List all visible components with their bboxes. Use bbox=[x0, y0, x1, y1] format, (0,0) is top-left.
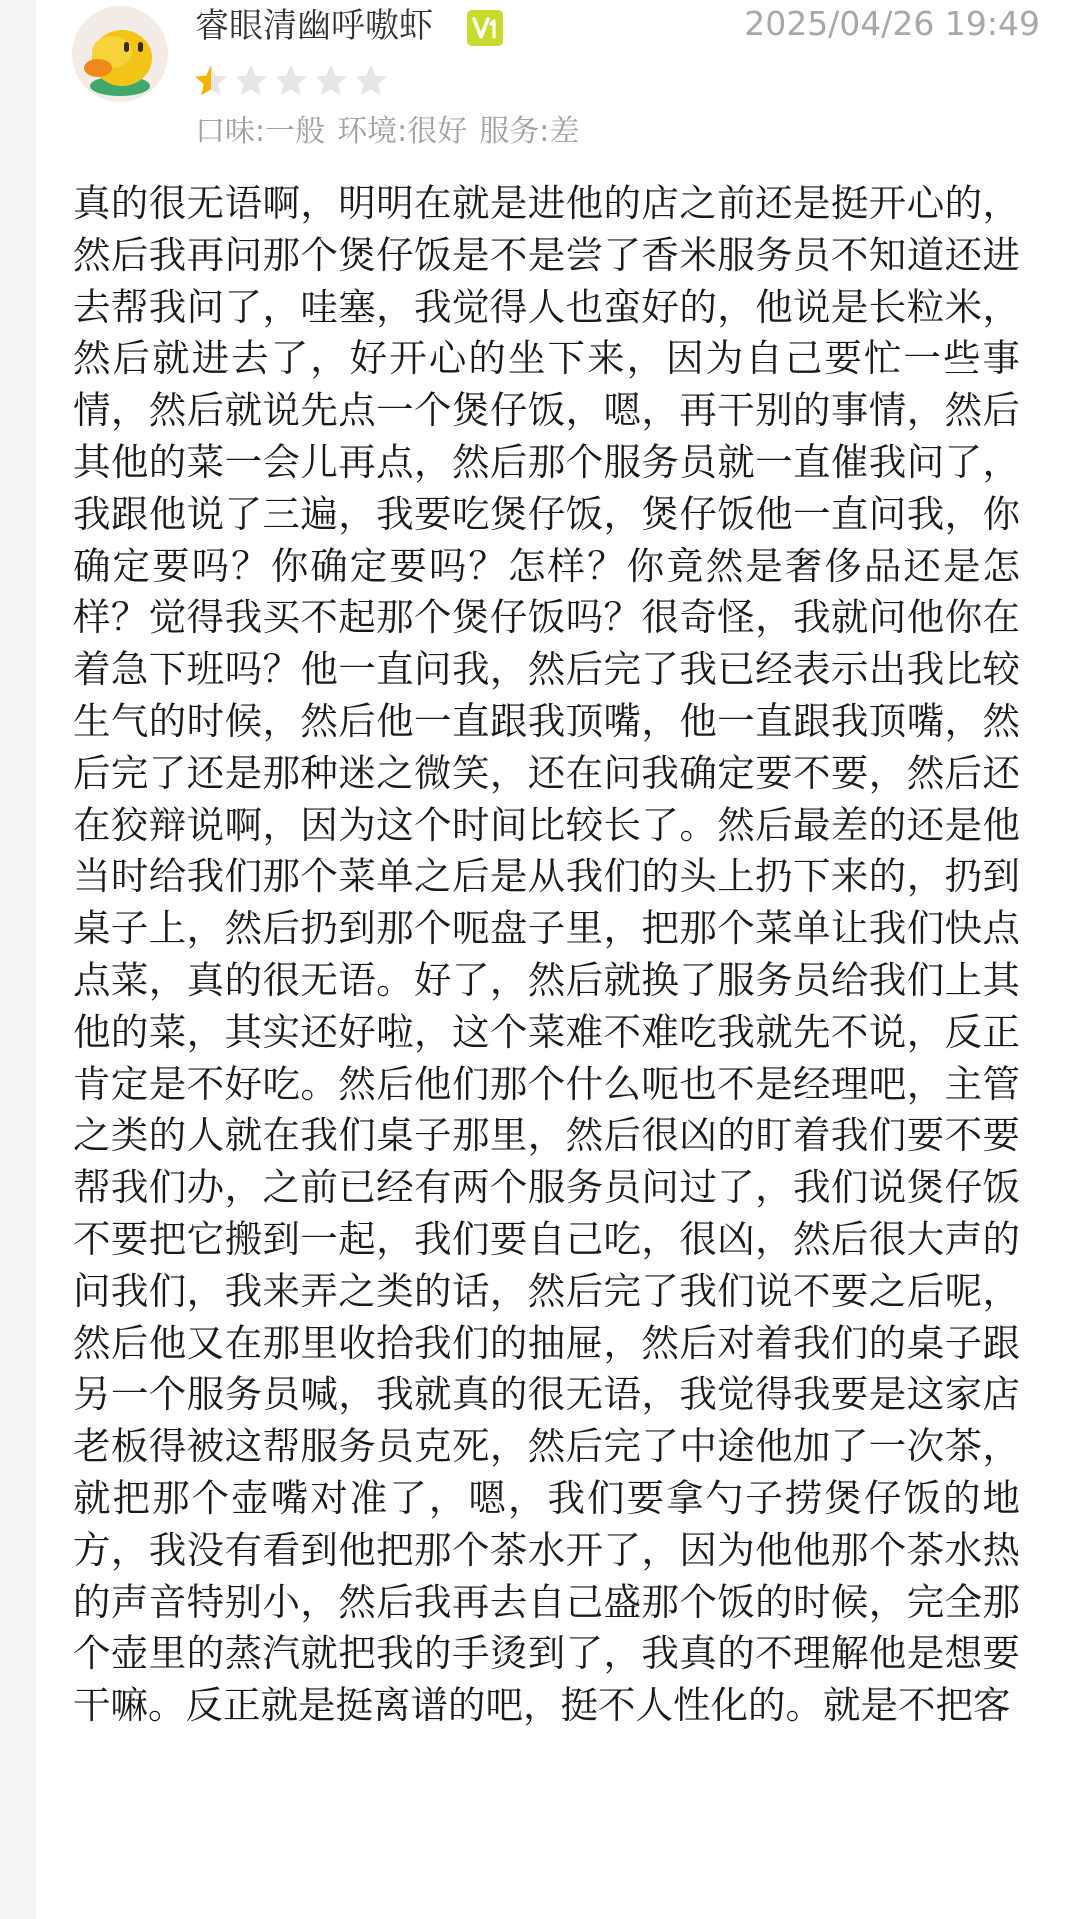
page-left-edge bbox=[0, 0, 36, 1919]
review-timestamp: 2025/04/26 19:49 bbox=[744, 4, 1040, 43]
star-rating bbox=[192, 62, 390, 100]
sub-ratings bbox=[195, 112, 591, 152]
star-icon-empty bbox=[232, 62, 270, 100]
username[interactable]: 睿眼清幽呼嗷虾 bbox=[195, 6, 433, 46]
star-icon-empty bbox=[272, 62, 310, 100]
star-icon-empty bbox=[312, 62, 350, 100]
user-avatar[interactable] bbox=[72, 6, 168, 102]
sub-rating-service: 服务:差 bbox=[479, 114, 580, 149]
sub-rating-environment: 环境:很好 bbox=[337, 114, 468, 149]
star-icon-half bbox=[192, 62, 230, 100]
review-text: 真的很无语啊，明明在就是进他的店之前还是挺开心的，然后我再问那个煲仔饭是不是尝了香米服务员不知道还进去帮我问了，哇塞，我觉得人也蛮好的，他说是长粒米，然后就进去了，好开心的坐下来，因为自己要忙一些事情，然后就说先点一个煲仔饭，嗯，再干别的事情，然后其他的菜一会儿再点，然后那个服务员就一直催我问了，我跟他说了三遍，我要吃煲仔饭，煲仔饭他一直问我，你确定要吗？你确定要吗？怎样？你竟然是奢侈品还是怎样？觉得我买不起那个煲仔饭吗？很奇怪，我就问他你在着急下班吗？他一直问我，然后完了我已经表示出我比较生气的时候，然后他一直跟我顶嘴，他一直跟我顶嘴，然后完了还是那种迷之微笑，还在问我确定要不要，然后还在狡辩说啊，因为这个时间比较长了。然后最差的还是他当时给我们那个菜单之后是从我们的头上扔下来的，扔到桌子上，然后扔到那个呃盘子里，把那个菜单让我们快点点菜，真的很无语。好了，然后就换了服务员给我们上其他的菜，其实还好啦，这个菜难不难吃我就先不说，反正肯定是不好吃。然后他们那个什么呃也不是经理吧，主管之类的人就在我们桌子那里，然后很凶的盯着我们要不要帮我们办，之前已经有两个服务员问过了，我们说煲仔饭不要把它搬到一起，我们要自己吃，很凶，然后很大声的问我们，我来弄之类的话，然后完了我们说不要之后呢，然后他又在那里收拾我们的抽屉，然后对着我们的桌子跟另一个服务员喊，我就真的很无语，我觉得我要是这家店老板得被这帮服务员克死，然后完了中途他加了一次茶，就把那个壶嘴对准了，嗯，我们要拿勺子捞煲仔饭的地方，我没有看到他把那个茶水开了，因为他他那个茶水热的声音特别小，然后我再去自己盛那个饭的时候，完全那个壶里的蒸汽就把我的手烫到了，我真的不理解他是想要干嘛。反正就是挺离谱的吧，挺不人性化的。就是不把客 bbox=[73, 181, 1020, 1728]
duck-avatar-icon bbox=[72, 6, 168, 102]
sub-rating-taste: 口味:一般 bbox=[195, 114, 326, 149]
vip-level-badge-icon bbox=[467, 10, 503, 46]
star-icon-empty bbox=[352, 62, 390, 100]
